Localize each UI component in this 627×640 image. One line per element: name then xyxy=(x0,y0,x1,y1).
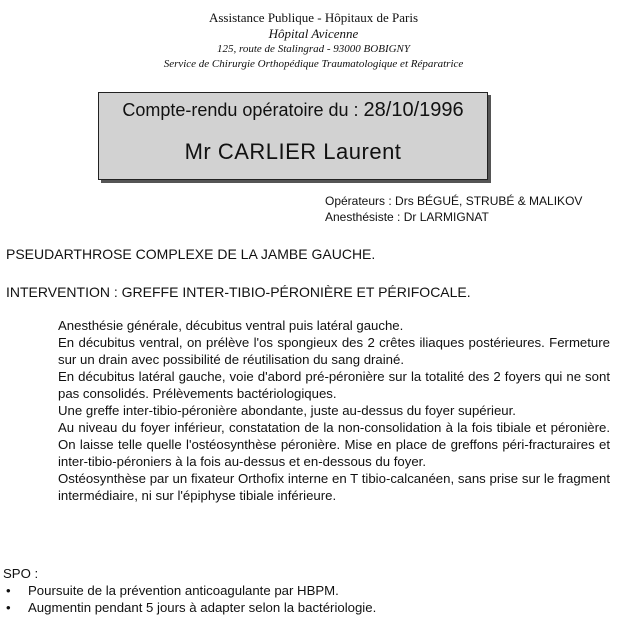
spo-list xyxy=(6,582,376,616)
anesthetist-line: Anesthésiste : Dr LARMIGNAT xyxy=(325,210,489,224)
hospital-header xyxy=(0,10,627,72)
paragraph: En décubitus latéral gauche, voie d'abord pré-péronière sur la totalité des 2 foyers qui ne sont pas consolidés. Prélèvements bactériologiques. xyxy=(58,369,610,401)
diagnosis-heading: PSEUDARTHROSE COMPLEXE DE LA JAMBE GAUCHE. xyxy=(6,246,376,262)
report-label: Compte-rendu opératoire du : xyxy=(122,100,359,120)
paragraph: En décubitus ventral, on prélève l'os spongieux des 2 crêtes iliaques postérieures. Fermeture sur un drain avec possibilité de réutilisation du sang drainé. xyxy=(58,335,610,367)
service-name: Service de Chirurgie Orthopédique Traumatologique et Réparatrice xyxy=(163,58,464,70)
hospital-address: 125, route de Stalingrad - 93000 BOBIGNY xyxy=(217,43,410,55)
operative-report-body xyxy=(58,317,610,504)
hospital-name: Hôpital Avicenne xyxy=(268,26,359,41)
report-title-box xyxy=(98,92,488,180)
paragraph: Ostéosynthèse par un fixateur Orthofix interne en T tibio-calcanéen, sans prise sur le fragment intermédiaire, ni sur l'épiphyse tibiale inférieure. xyxy=(58,471,610,503)
operators-line: Opérateurs : Drs BÉGUÉ, STRUBÉ & MALIKOV xyxy=(325,194,583,208)
list-item xyxy=(6,599,376,616)
staff-block xyxy=(325,193,582,225)
list-item-text: Poursuite de la prévention anticoagulante par HBPM. xyxy=(28,583,339,598)
list-item-text: Augmentin pendant 5 jours à adapter selon la bactériologie. xyxy=(28,600,377,615)
bullet-icon: • xyxy=(6,600,11,615)
report-date: 28/10/1996 xyxy=(363,99,464,121)
paragraph: Une greffe inter-tibio-péronière abondante, juste au-dessus du foyer supérieur. xyxy=(58,403,516,418)
paragraph: Au niveau du foyer inférieur, constatation de la non-consolidation à la fois tibiale et péronière. On laisse telle quelle l'ostéosynthèse péronière. Mise en place de greffons péri-fracturaires et inter-tibio-péroniers à la fois au-dessus et en-dessous du foyer. xyxy=(58,420,610,469)
paragraph: Anesthésie générale, décubitus ventral puis latéral gauche. xyxy=(58,318,404,333)
report-title-line xyxy=(99,99,487,122)
bullet-icon: • xyxy=(6,583,11,598)
list-item xyxy=(6,582,376,599)
spo-label: SPO : xyxy=(3,566,39,581)
intervention-heading: INTERVENTION : GREFFE INTER-TIBIO-PÉRONIÈRE ET PÉRIFOCALE. xyxy=(6,284,471,300)
institution-name: Assistance Publique - Hôpitaux de Paris xyxy=(208,10,419,25)
patient-name: Mr CARLIER Laurent xyxy=(184,139,402,164)
